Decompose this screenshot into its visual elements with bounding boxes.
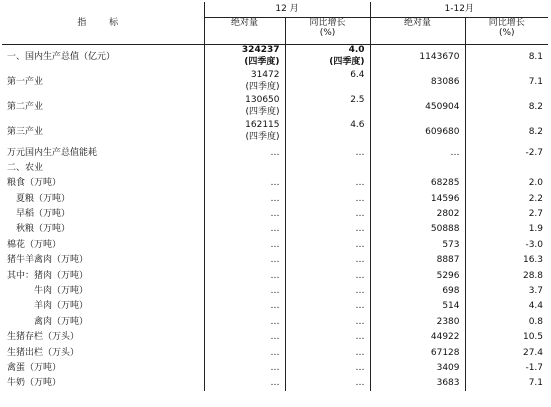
month-value: …: [204, 145, 285, 160]
ytd-growth: 2.0: [465, 176, 548, 191]
month-value: 324237: [241, 45, 280, 55]
table-row-meat: [2, 253, 548, 268]
month-growth: [285, 70, 370, 95]
period-ytd-header: 1-12月: [370, 2, 548, 18]
month-value-cell: [204, 45, 285, 71]
row-label: 禽蛋（万吨）: [7, 362, 62, 373]
row-label: 牛肉（万吨）: [34, 286, 89, 297]
ytd-growth: -3.0: [465, 237, 548, 252]
statistics-table: [2, 2, 548, 391]
ytd-growth: 8.2: [465, 95, 548, 120]
month-value-note: (四季度): [245, 81, 280, 92]
ytd-growth: 28.8: [465, 268, 548, 283]
month-value-cell: [204, 70, 285, 95]
month-growth: …: [285, 360, 370, 375]
month-value: …: [204, 268, 285, 283]
table-row-secondary: [2, 95, 548, 120]
ytd-value: 50888: [370, 222, 465, 237]
month-growth: …: [285, 145, 370, 160]
row-label: 一、国内生产总值（亿元）: [7, 52, 116, 63]
month-growth: …: [285, 345, 370, 360]
month-value: …: [204, 299, 285, 314]
row-label: 第三产业: [7, 127, 44, 138]
ytd-growth: 7.1: [465, 376, 548, 391]
table-row-milk: [2, 376, 548, 391]
month-value: 31472: [250, 70, 280, 80]
month-value-note: (四季度): [245, 106, 280, 117]
month-value: …: [204, 330, 285, 345]
month-value-note: (四季度): [245, 131, 280, 142]
ytd-growth-label: 同比增长: [488, 18, 525, 28]
month-growth: …: [285, 176, 370, 191]
indicator-header: 指 标: [2, 2, 204, 45]
ytd-growth: 4.4: [465, 299, 548, 314]
table-row-poultry: [2, 314, 548, 329]
row-label: 禽肉（万吨）: [34, 316, 89, 327]
month-growth: …: [285, 268, 370, 283]
table-row-grain: [2, 176, 548, 191]
ytd-value: 67128: [370, 345, 465, 360]
month-growth-value: 6.4: [350, 70, 365, 80]
table-header: [2, 2, 548, 45]
ytd-growth: 0.8: [465, 314, 548, 329]
month-value: …: [204, 360, 285, 375]
ytd-value: 3683: [370, 376, 465, 391]
table-row-mutton: [2, 299, 548, 314]
row-label: 其中：猪肉（万吨）: [7, 270, 89, 281]
month-growth: …: [285, 253, 370, 268]
ytd-value: 2380: [370, 314, 465, 329]
month-growth: …: [285, 191, 370, 206]
ytd-value: 514: [370, 299, 465, 314]
ytd-growth: 10.5: [465, 330, 548, 345]
table-row-eggs: [2, 360, 548, 375]
month-value: 130650: [245, 95, 280, 105]
ytd-growth: 3.7: [465, 284, 548, 299]
row-label: 生猪出栏（万头）: [7, 347, 80, 358]
month-growth: …: [285, 376, 370, 391]
month-growth: …: [285, 207, 370, 222]
row-label: 秋粮（万吨）: [16, 224, 71, 235]
ytd-growth-unit: (%): [498, 28, 515, 39]
table-row-autumn-grain: [2, 222, 548, 237]
table-row-cotton: [2, 237, 548, 252]
ytd-absolute-header: 绝对量: [370, 18, 465, 45]
month-growth-value: 2.5: [350, 95, 365, 105]
ytd-growth-header: [465, 18, 548, 45]
ytd-value: 450904: [370, 95, 465, 120]
ytd-value: …: [370, 145, 465, 160]
row-label: 万元国内生产总值能耗: [7, 147, 98, 158]
table-row-primary: [2, 70, 548, 95]
month-growth-value: 4.6: [350, 120, 365, 130]
ytd-growth: 2.7: [465, 207, 548, 222]
table-row-pig-slaughter: [2, 345, 548, 360]
ytd-value: 3409: [370, 360, 465, 375]
ytd-value: 2802: [370, 207, 465, 222]
month-value: …: [204, 237, 285, 252]
row-label: 早稻（万吨）: [16, 209, 71, 220]
month-value: …: [204, 345, 285, 360]
ytd-growth: 7.1: [465, 70, 548, 95]
month-value: …: [204, 253, 285, 268]
ytd-value: 8887: [370, 253, 465, 268]
table-row-gdp: [2, 45, 548, 71]
table-row-summer-grain: [2, 191, 548, 206]
month-absolute-header: 绝对量: [204, 18, 285, 45]
month-value-cell: [204, 120, 285, 145]
month-growth: [285, 120, 370, 145]
month-growth: …: [285, 330, 370, 345]
month-growth: …: [285, 314, 370, 329]
month-growth-cell: [285, 45, 370, 71]
ytd-growth: 16.3: [465, 253, 548, 268]
ytd-growth: 27.4: [465, 345, 548, 360]
row-label: 牛奶（万吨）: [7, 378, 62, 389]
row-label: 羊肉（万吨）: [34, 301, 89, 312]
row-label: 第一产业: [7, 77, 44, 88]
month-value: …: [204, 222, 285, 237]
row-label: 生猪存栏（万头）: [7, 332, 80, 343]
table-row-beef: [2, 284, 548, 299]
table-row-pig-stock: [2, 330, 548, 345]
month-value-note: (四季度): [244, 56, 280, 67]
ytd-value: 44922: [370, 330, 465, 345]
ytd-growth: 2.2: [465, 191, 548, 206]
ytd-value: 14596: [370, 191, 465, 206]
month-value: …: [204, 284, 285, 299]
row-label: 夏粮（万吨）: [16, 193, 71, 204]
month-value: …: [204, 191, 285, 206]
ytd-growth: 8.1: [465, 45, 548, 71]
month-growth: [285, 95, 370, 120]
section-title: 二、农业: [7, 162, 44, 173]
month-growth-label: 同比增长: [309, 18, 346, 28]
ytd-value: 573: [370, 237, 465, 252]
ytd-value: 68285: [370, 176, 465, 191]
month-growth: …: [285, 284, 370, 299]
month-growth: 4.0: [348, 45, 365, 55]
ytd-growth: 8.2: [465, 120, 548, 145]
table-row-pork: [2, 268, 548, 283]
month-growth-header: [285, 18, 370, 45]
table-row-agriculture-title: [2, 160, 548, 175]
header-row-periods: [2, 2, 548, 18]
month-value: 162115: [245, 120, 280, 130]
ytd-value: 83086: [370, 70, 465, 95]
month-growth-note: (四季度): [329, 56, 365, 67]
month-value: …: [204, 207, 285, 222]
month-value-cell: [204, 95, 285, 120]
month-growth: …: [285, 237, 370, 252]
month-value: …: [204, 376, 285, 391]
period-month-header: 12 月: [204, 2, 370, 18]
ytd-growth: -1.7: [465, 360, 548, 375]
table-row-early-rice: [2, 207, 548, 222]
ytd-growth: -2.7: [465, 145, 548, 160]
ytd-value: 1143670: [370, 45, 465, 71]
row-label: 粮食（万吨）: [7, 178, 62, 189]
table-row-tertiary: [2, 120, 548, 145]
ytd-growth: 1.9: [465, 222, 548, 237]
table-body: [2, 45, 548, 392]
row-label: 猪牛羊禽肉（万吨）: [7, 255, 89, 266]
month-growth-unit: (%): [319, 28, 336, 39]
row-label: 第二产业: [7, 102, 44, 113]
ytd-value: 609680: [370, 120, 465, 145]
month-growth: …: [285, 299, 370, 314]
row-label: 棉花（万吨）: [7, 239, 62, 250]
ytd-value: 5296: [370, 268, 465, 283]
ytd-value: 698: [370, 284, 465, 299]
month-value: …: [204, 314, 285, 329]
month-growth: …: [285, 222, 370, 237]
table-row-energy: [2, 145, 548, 160]
month-value: …: [204, 176, 285, 191]
